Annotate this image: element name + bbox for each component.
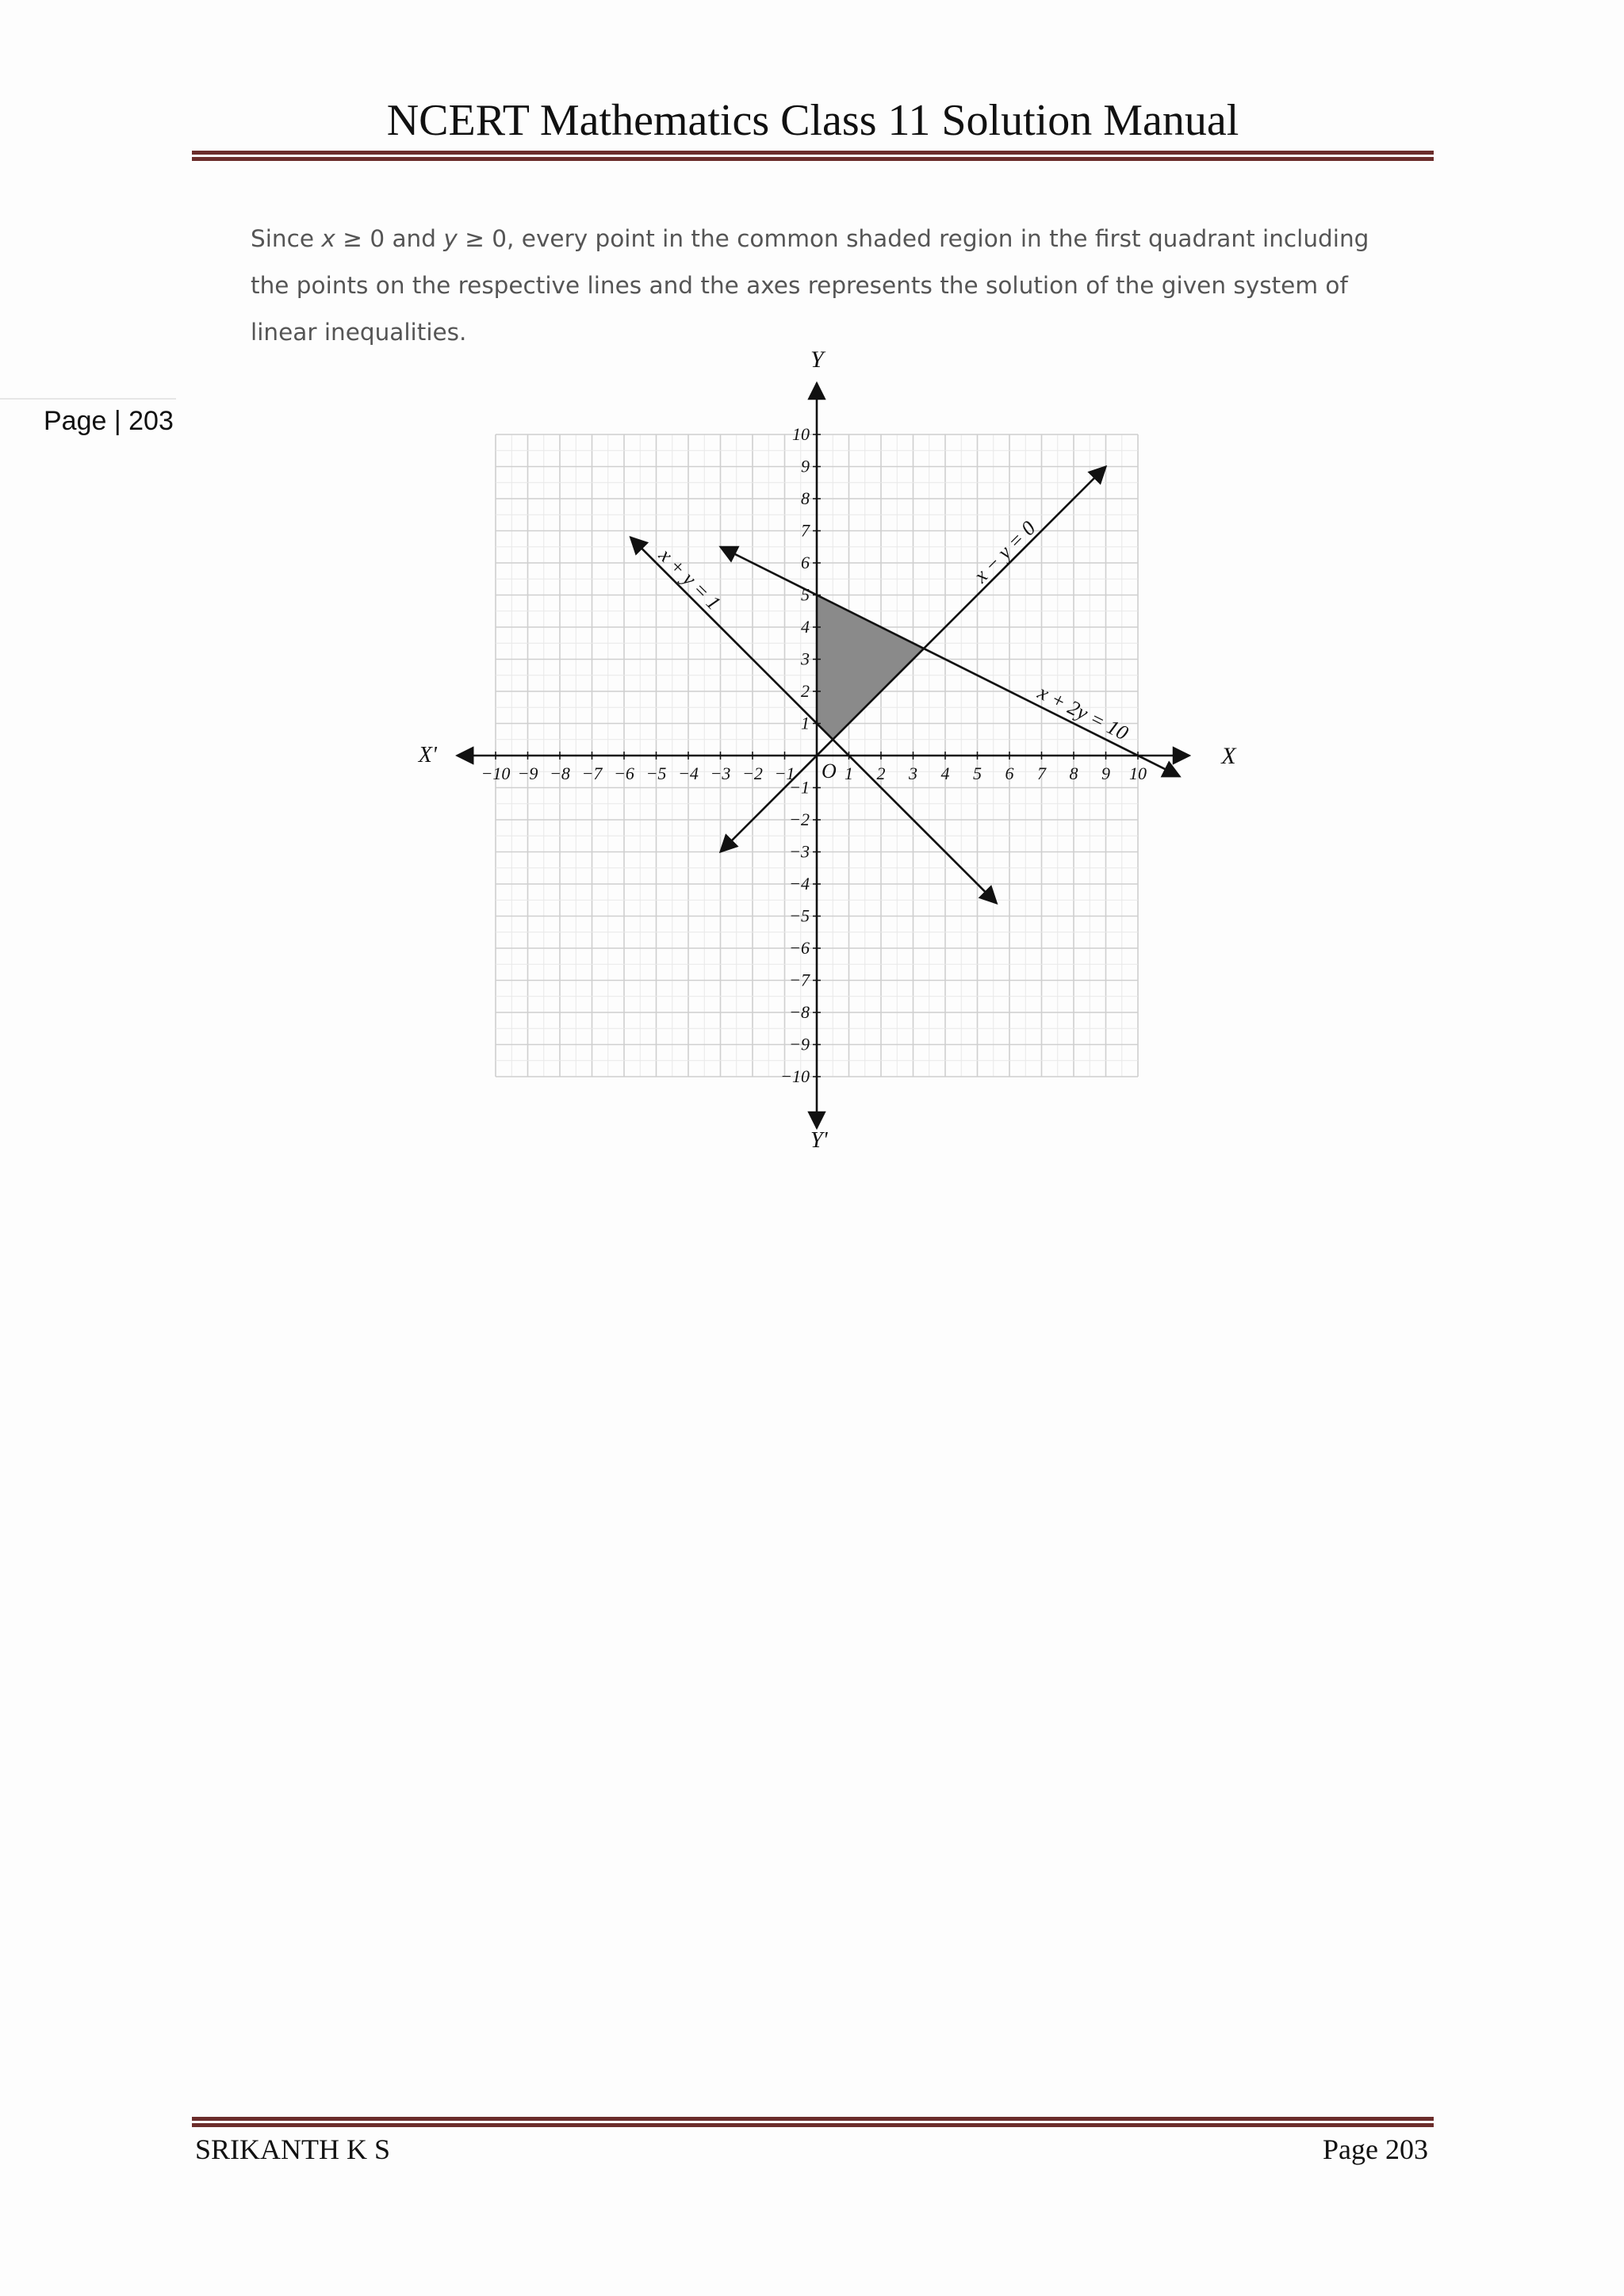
- inequality-graph: [412, 346, 1236, 1153]
- x-tick-label: −7: [581, 763, 603, 783]
- boundary-line-2: [630, 538, 997, 904]
- para-var-x: x: [321, 225, 335, 252]
- x-tick-label: −6: [614, 763, 634, 783]
- x-tick-label: −5: [645, 763, 667, 783]
- axes: [418, 346, 1238, 1153]
- y-tick-label: −4: [789, 874, 810, 894]
- x-tick-label: −4: [678, 763, 699, 783]
- x-axis-label: X: [1221, 743, 1236, 769]
- x-tick-label: 1: [845, 763, 853, 783]
- x-tick-label: 10: [1129, 763, 1147, 783]
- y-tick-label: 3: [801, 649, 810, 669]
- footer-author: SRIKANTH K S: [195, 2133, 391, 2165]
- para-text-1: Since: [251, 225, 322, 252]
- boundary-line-3: [721, 547, 1180, 777]
- y-tick-label: −10: [780, 1066, 810, 1086]
- footer-page-number: Page 203: [1323, 2133, 1428, 2165]
- y-tick-label: −9: [789, 1034, 810, 1054]
- x-tick-label: −10: [481, 763, 511, 783]
- y-tick-label: 6: [801, 553, 810, 572]
- y-neg-axis-label: Y': [810, 1127, 828, 1153]
- y-tick-label: 8: [801, 488, 810, 508]
- x-tick-label: 9: [1101, 763, 1110, 783]
- y-tick-label: −6: [789, 938, 810, 958]
- x-tick-label: 5: [973, 763, 982, 783]
- y-tick-label: 4: [801, 617, 810, 637]
- y-tick-label: −7: [789, 970, 810, 990]
- y-tick-label: −1: [789, 777, 810, 798]
- y-tick-label: −8: [789, 1002, 810, 1022]
- para-var-y: y: [443, 225, 458, 252]
- x-tick-label: 6: [1005, 763, 1014, 783]
- origin-label: O: [822, 760, 837, 783]
- margin-divider: [0, 398, 176, 400]
- solution-paragraph: [251, 216, 1400, 356]
- line-label-1: x − y = 0: [969, 516, 1040, 587]
- y-axis-label: Y: [810, 346, 824, 373]
- x-tick-label: 7: [1037, 763, 1046, 783]
- page-header-title: NCERT Mathematics Class 11 Solution Manual: [386, 96, 1239, 145]
- y-tick-label: 5: [801, 584, 810, 605]
- para-text-2: ≥ 0 and: [335, 225, 444, 252]
- y-tick-label: −3: [789, 841, 810, 862]
- boundary-lines: [630, 467, 1180, 904]
- line-label-2: x + y = 1: [654, 543, 726, 615]
- line-label-3: x + 2y = 10: [1034, 680, 1132, 745]
- header-rule: [192, 151, 1434, 161]
- y-tick-label: 2: [801, 681, 810, 701]
- x-tick-label: 8: [1069, 763, 1078, 783]
- x-tick-label: −1: [774, 763, 795, 783]
- x-tick-label: −2: [742, 763, 763, 783]
- y-tick-label: 10: [792, 424, 810, 444]
- y-tick-label: 1: [801, 713, 810, 733]
- x-tick-label: 3: [909, 763, 917, 783]
- y-tick-label: −5: [789, 905, 810, 926]
- x-tick-label: 2: [876, 763, 886, 783]
- solution-region: [817, 595, 924, 740]
- x-tick-label: −9: [517, 763, 538, 783]
- y-tick-label: −2: [789, 809, 810, 829]
- x-tick-label: 4: [940, 763, 950, 783]
- y-tick-label: 7: [801, 520, 810, 541]
- para-text-3: ≥ 0, every point in the common shaded region in the first quadrant including the points on the respective lines and the axes represents the solution of the given system of linear inequalities.: [251, 225, 1369, 346]
- footer-rule: [192, 2117, 1434, 2127]
- x-tick-label: −8: [550, 763, 570, 783]
- x-tick-label: −3: [710, 763, 731, 783]
- x-neg-axis-label: X': [418, 743, 437, 767]
- y-tick-label: 9: [801, 456, 810, 476]
- margin-page-label: Page | 203: [44, 406, 174, 436]
